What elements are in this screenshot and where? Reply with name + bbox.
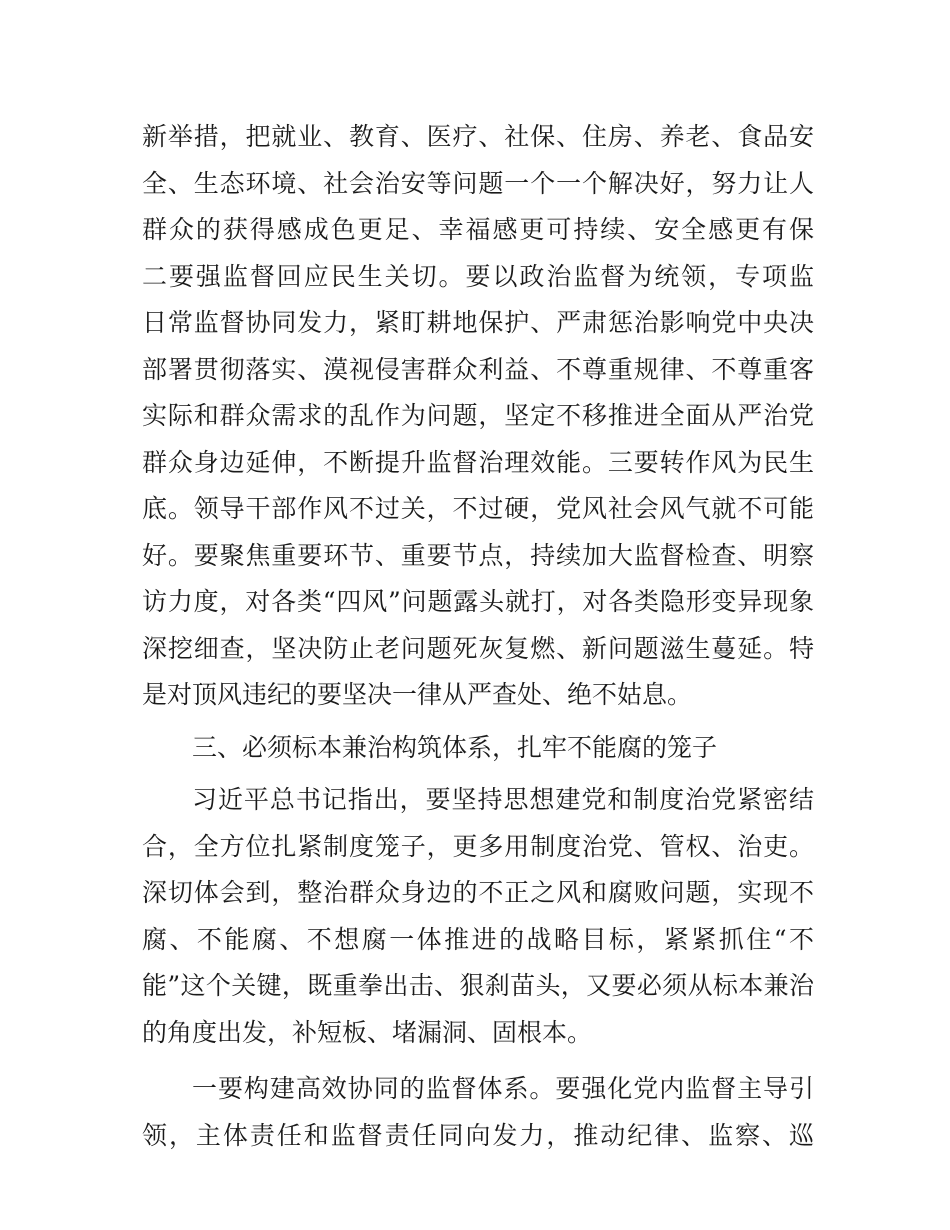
text-line: 全、生态环境、社会治安等问题一个一个解决好，努力让人	[142, 168, 814, 198]
section-heading: 三、必须标本兼治构筑体系，扎牢不能腐的笼子	[192, 732, 718, 762]
text-line: 深切体会到，整治群众身边的不正之风和腐败问题，实现不	[142, 878, 814, 907]
text-line: 访力度，对各类“四风”问题露头就打，对各类隐形变异现象	[142, 587, 814, 616]
text-line: 领，主体责任和监督责任同向发力，推动纪律、监察、巡	[142, 1120, 814, 1150]
document-body	[142, 114, 814, 1159]
text-line: 习近平总书记指出，要坚持思想建党和制度治党紧密结	[192, 785, 814, 814]
text-line: 是对顶风违纪的要坚决一律从严查处、绝不姑息。	[142, 680, 693, 709]
text-line: 二要强监督回应民生关切。要以政治监督为统领，专项监	[142, 261, 814, 291]
text-line: 实际和群众需求的乱作为问题，坚定不移推进全面从严治党	[142, 401, 814, 430]
text-line: 部署贯彻落实、漠视侵害群众利益、不尊重规律、不尊重客	[142, 354, 814, 384]
text-line: 深挖细查，坚决防止老问题死灰复燃、新问题滋生蔓延。特	[142, 633, 814, 663]
text-line: 群众的获得感成色更足、幸福感更可持续、安全感更有保	[142, 215, 814, 244]
text-line: 合，全方位扎紧制度笼子，更多用制度治党、管权、治吏。	[142, 831, 814, 861]
text-line: 群众身边延伸，不断提升监督治理效能。三要转作风为民生	[142, 447, 814, 477]
text-line: 好。要聚焦重要环节、重要节点，持续加大监督检查、明察	[142, 540, 814, 570]
paragraph-2	[142, 777, 814, 1056]
paragraph-1	[142, 114, 814, 719]
text-line: 一要构建高效协同的监督体系。要强化党内监督主导引	[192, 1074, 814, 1103]
text-line: 新举措，把就业、教育、医疗、社保、住房、养老、食品安	[142, 122, 814, 151]
text-line: 的角度出发，补短板、堵漏洞、固根本。	[142, 1017, 593, 1047]
paragraph-3	[142, 1066, 814, 1159]
text-line: 底。领导干部作风不过关，不过硬，党风社会风气就不可能	[142, 494, 814, 523]
text-line: 能”这个关键，既重拳出击、狠刹苗头，又要必须从标本兼治	[142, 971, 814, 1000]
text-line: 日常监督协同发力，紧盯耕地保护、严肃惩治影响党中央决	[142, 308, 814, 337]
text-line: 腐、不能腐、不想腐一体推进的战略目标，紧紧抓住“不	[142, 924, 814, 954]
